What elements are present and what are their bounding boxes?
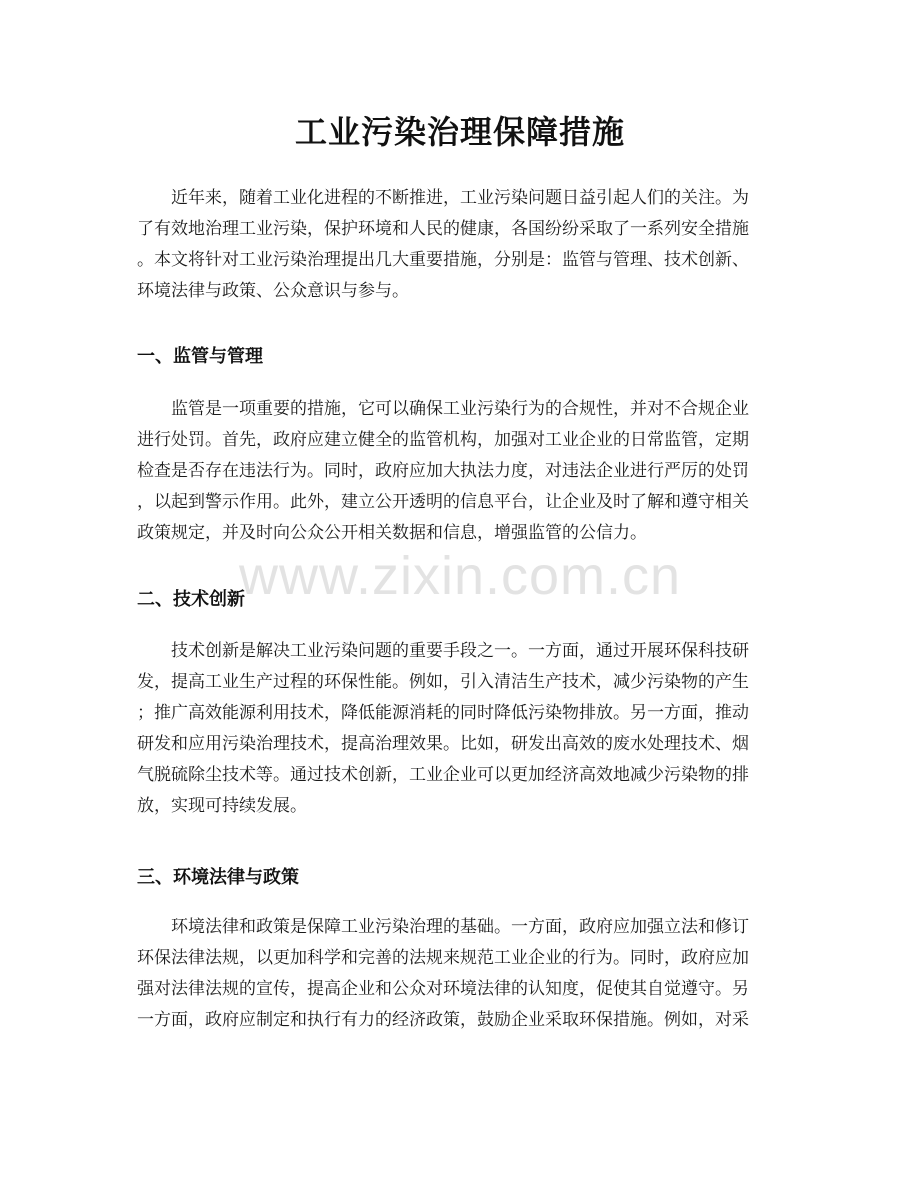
paragraph-line: 。本文将针对工业污染治理提出几大重要措施，分别是：监管与管理、技术创新、 [137,250,749,270]
paragraph-line: 环境法律和政策是保障工业污染治理的基础。一方面，政府应加强立法和修订 [171,917,749,937]
paragraph-line: 监管是一项重要的措施，它可以确保工业污染行为的合规性，并对不合规企业 [171,399,749,419]
paragraph-line: 环保法律法规，以更加科学和完善的法规来规范工业企业的行为。同时，政府应加 [137,948,749,968]
paragraph-line: 放，实现可持续发展。 [137,796,307,816]
paragraph-line: 一方面，政府应制定和执行有力的经济政策，鼓励企业采取环保措施。例如，对采 [137,1010,749,1030]
section-heading: 三、环境法律与政策 [137,867,299,888]
paragraph-line: 环境法律与政策、公众意识与参与。 [137,281,409,301]
paragraph-line: 发，提高工业生产过程的环保性能。例如，引入清洁生产技术，减少污染物的产生 [137,672,749,692]
paragraph-line: 进行处罚。首先，政府应建立健全的监管机构，加强对工业企业的日常监管，定期 [137,430,749,450]
paragraph-line: ；推广高效能源利用技术，降低能源消耗的同时降低污染物排放。另一方面，推动 [137,703,749,723]
section-paragraph [137,636,785,822]
paragraph-line: 强对法律法规的宣传，提高企业和公众对环境法律的认知度，促使其自觉遵守。另 [137,979,749,999]
paragraph-line: 研发和应用污染治理技术，提高治理效果。比如，研发出高效的废水处理技术、烟 [137,734,749,754]
section-paragraph [137,912,785,1036]
paragraph-line: 技术创新是解决工业污染问题的重要手段之一。一方面，通过开展环保科技研 [171,641,749,661]
paragraph-line: 了有效地治理工业污染，保护环境和人民的健康，各国纷纷采取了一系列安全措施 [137,219,749,239]
paragraph-line: ，以起到警示作用。此外，建立公开透明的信息平台，让企业及时了解和遵守相关 [137,492,749,512]
document-title: 工业污染治理保障措施 [294,113,625,151]
section-heading: 一、监管与管理 [137,346,263,367]
watermark: www.zixin.com.cn [238,546,682,606]
section-paragraph [137,394,785,549]
paragraph-line: 气脱硫除尘技术等。通过技术创新，工业企业可以更加经济高效地减少污染物的排 [137,765,749,785]
section-heading: 二、技术创新 [137,589,245,610]
paragraph-line: 检查是否存在违法行为。同时，政府应加大执法力度，对违法企业进行严厉的处罚 [137,461,749,481]
paragraph-line: 政策规定，并及时向公众公开相关数据和信息，增强监管的公信力。 [137,523,647,543]
intro-paragraph [137,183,785,307]
paragraph-line: 近年来，随着工业化进程的不断推进，工业污染问题日益引起人们的关注。为 [171,188,749,208]
